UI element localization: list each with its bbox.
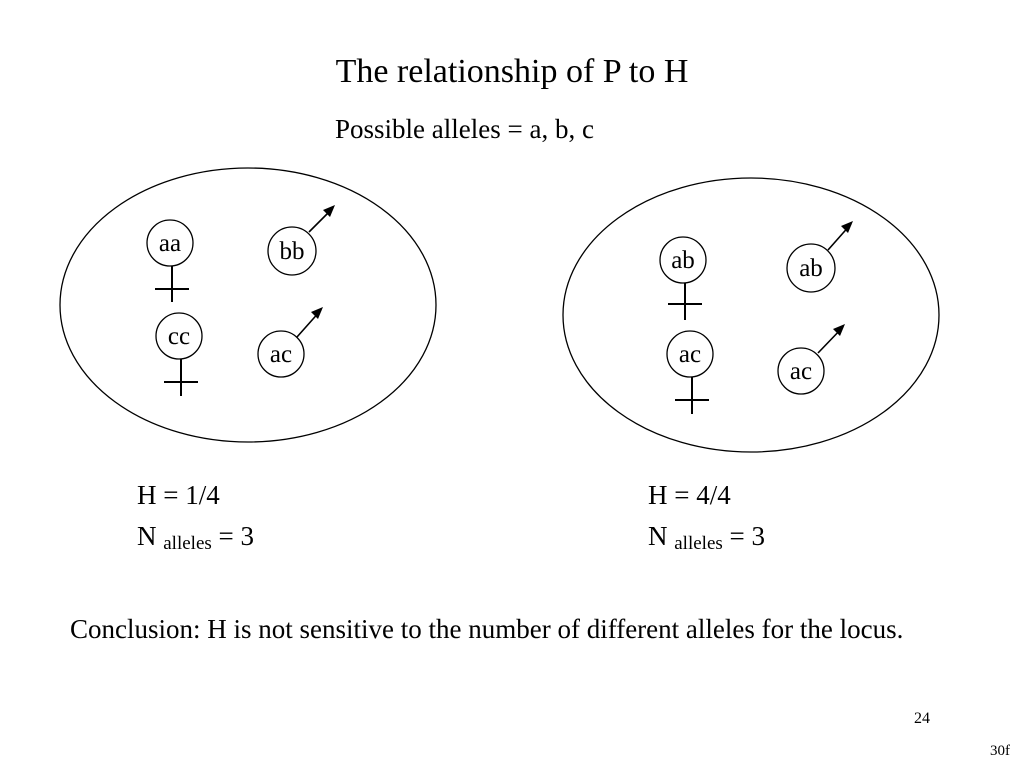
slide-subtitle: Possible alleles = a, b, c (335, 114, 594, 144)
genotype-label: ab (799, 255, 823, 282)
male-symbol-arrow-head (833, 324, 845, 336)
population-2 (563, 178, 939, 452)
population-1-allele-count (137, 523, 254, 553)
slide-code: 30f (990, 743, 1010, 759)
genotype-label: ac (678, 341, 702, 368)
allele-count-subscript: alleles (163, 533, 212, 554)
population-2-allele-count (648, 523, 765, 553)
slide-title: The relationship of P to H (335, 53, 689, 90)
individual-male-ac (778, 324, 845, 394)
individual-female-ab (660, 237, 706, 320)
genotype-label: ac (789, 358, 813, 385)
male-symbol-arrow-head (311, 307, 323, 319)
allele-count-symbol: N (648, 521, 668, 551)
population-2-boundary (563, 178, 939, 452)
conclusion-text: Conclusion: H is not sensitive to the number of different alleles for the locus. (70, 614, 904, 644)
genotype-label: cc (167, 323, 191, 350)
population-1 (60, 168, 436, 442)
individual-male-ac (258, 307, 323, 377)
population-2-heterozygosity: H = 4/4 (648, 480, 731, 510)
individual-female-aa (147, 220, 193, 302)
genotype-label: ac (269, 341, 293, 368)
individual-female-ac (667, 331, 713, 414)
allele-count-symbol: N (137, 521, 157, 551)
genotype-label: bb (279, 238, 305, 265)
genotype-label: ab (671, 247, 695, 274)
population-1-heterozygosity: H = 1/4 (137, 480, 220, 510)
population-1-boundary (60, 168, 436, 442)
individual-female-cc (156, 313, 202, 396)
genotype-label: aa (158, 230, 182, 257)
allele-count-subscript: alleles (674, 533, 723, 554)
page-number: 24 (914, 710, 930, 727)
allele-count-value: = 3 (218, 521, 255, 551)
individual-male-bb (268, 205, 335, 275)
allele-count-value: = 3 (729, 521, 766, 551)
male-symbol-arrow-head (841, 221, 853, 233)
individual-male-ab (787, 221, 853, 292)
